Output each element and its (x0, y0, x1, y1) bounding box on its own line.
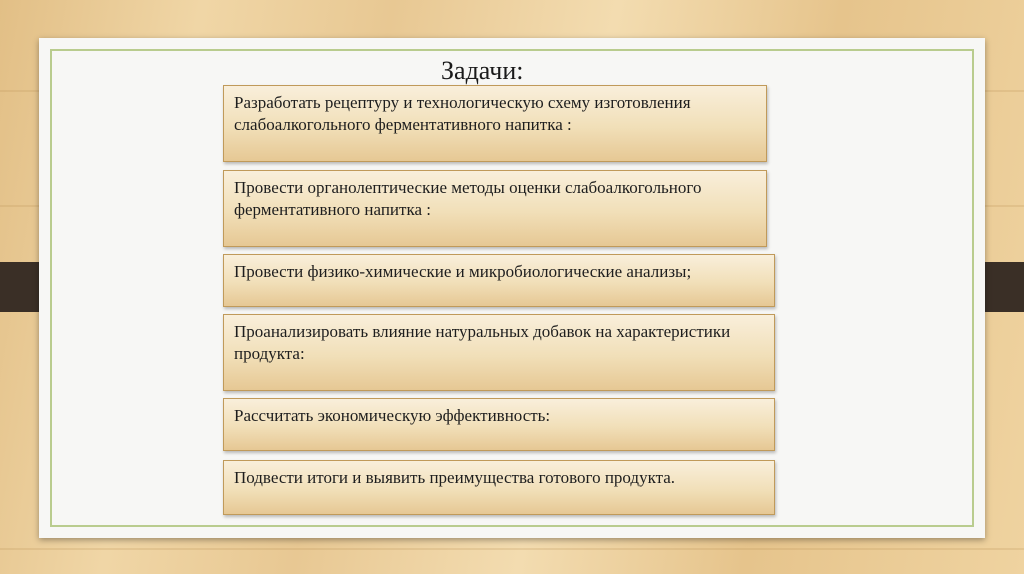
task-box-2: Провести органолептические методы оценки слабоалкогольного ферментативного напитка : (223, 170, 767, 247)
task-box-5: Рассчитать экономическую эффективность: (223, 398, 775, 451)
wood-grain (0, 548, 1024, 550)
slide-title: Задачи: (441, 56, 524, 85)
task-box-3: Провести физико-химические и микробиологические анализы; (223, 254, 775, 307)
task-box-4: Проанализировать влияние натуральных добавок на характеристики продукта: (223, 314, 775, 391)
task-box-6: Подвести итоги и выявить преимущества готового продукта. (223, 460, 775, 515)
slide-paper (39, 38, 985, 538)
task-box-1: Разработать рецептуру и технологическую схему изготовления слабоалкогольного ферментативного напитка : (223, 85, 767, 162)
